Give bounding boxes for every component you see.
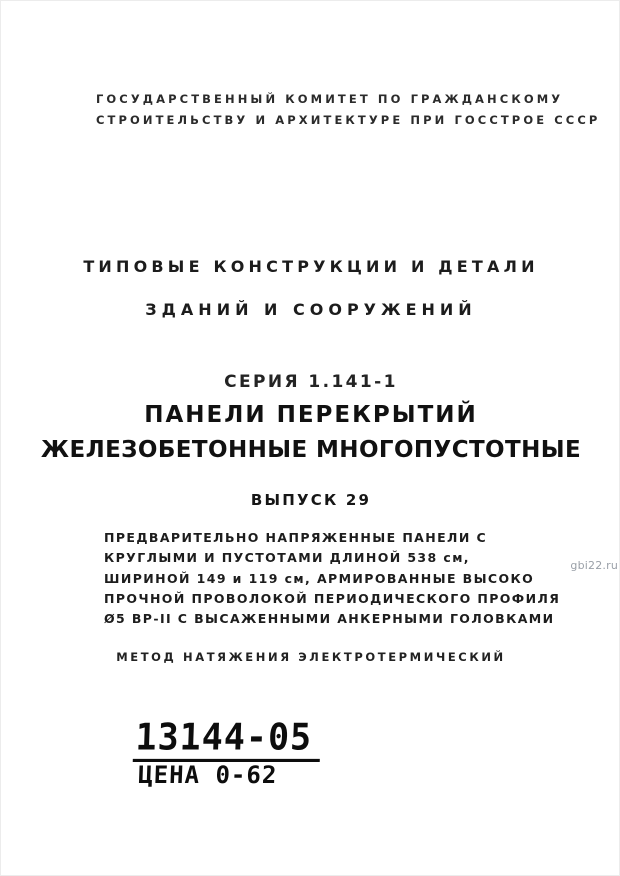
- issuing-authority: [96, 89, 601, 131]
- price-label: ЦЕНА 0-62: [137, 761, 278, 789]
- main-title-line1: ПАНЕЛИ ПЕРЕКРЫТИЙ: [144, 402, 478, 428]
- description-line1: ПРЕДВАРИТЕЛЬНО НАПРЯЖЕННЫЕ ПАНЕЛИ С: [104, 530, 488, 545]
- main-title-line2: ЖЕЛЕЗОБЕТОННЫЕ МНОГОПУСТОТНЫЕ: [40, 437, 582, 463]
- description-line3: ШИРИНОЙ 149 и 119 см, АРМИРОВАННЫЕ ВЫСОКО: [104, 570, 535, 586]
- tensioning-method: МЕТОД НАТЯЖЕНИЯ ЭЛЕКТРОТЕРМИЧЕСКИЙ: [116, 650, 506, 664]
- description-line5: Ø5 ВР-II С ВЫСАЖЕННЫМИ АНКЕРНЫМИ ГОЛОВКАМИ: [104, 611, 555, 627]
- umbrella-title-line2: ЗДАНИЙ И СООРУЖЕНИЙ: [145, 300, 477, 319]
- description-line2: КРУГЛЫМИ И ПУСТОТАМИ ДЛИНОЙ 538 см,: [104, 550, 470, 566]
- pricing-block: [132, 716, 321, 789]
- series-number: СЕРИЯ 1.141-1: [224, 372, 398, 392]
- panel-description: [104, 528, 561, 629]
- site-watermark: gbi22.ru: [570, 559, 618, 572]
- catalog-number: 13144-05: [133, 718, 321, 762]
- issue-number: ВЫПУСК 29: [250, 491, 372, 509]
- issuing-authority-line1: ГОСУДАРСТВЕННЫЙ КОМИТЕТ ПО ГРАЖДАНСКОМУ: [96, 92, 564, 106]
- umbrella-title-line1: ТИПОВЫЕ КОНСТРУКЦИИ И ДЕТАЛИ: [83, 257, 539, 276]
- description-line4: ПРОЧНОЙ ПРОВОЛОКОЙ ПЕРИОДИЧЕСКОГО ПРОФИЛЯ: [104, 590, 561, 606]
- issuing-authority-line2: СТРОИТЕЛЬСТВУ И АРХИТЕКТУРЕ ПРИ ГОССТРОЕ СССР: [96, 113, 601, 127]
